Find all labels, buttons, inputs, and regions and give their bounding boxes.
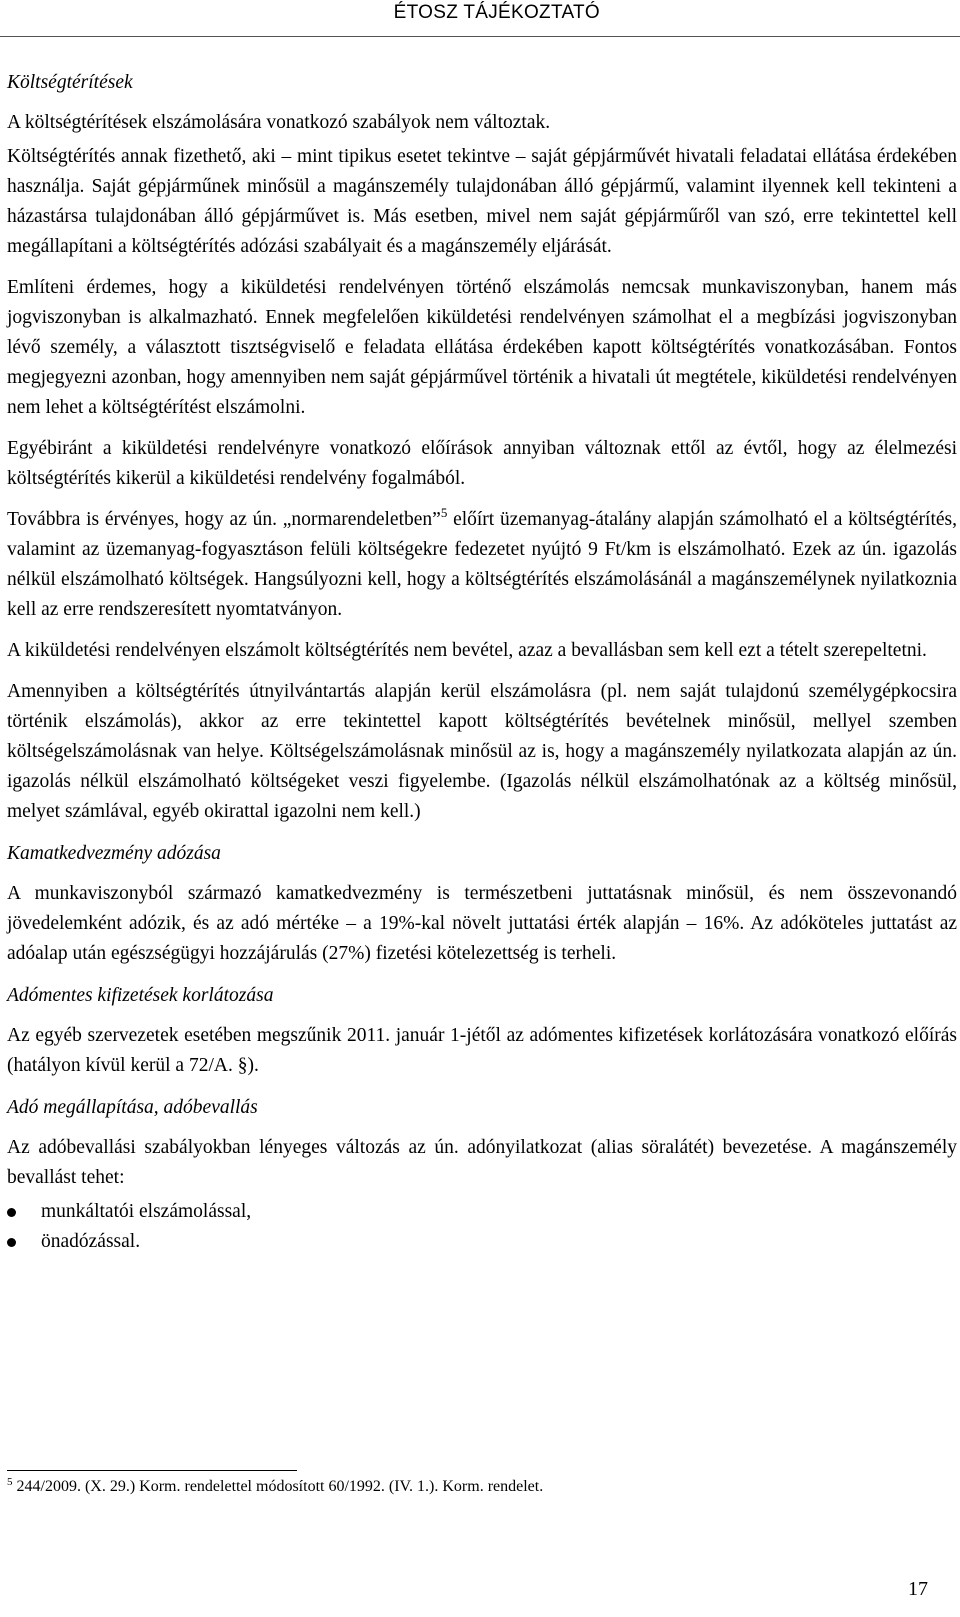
list-item-text: önadózással.: [41, 1231, 141, 1252]
paragraph: Egyébiránt a kiküldetési rendelvényre vonatkozó előírások annyiban változnak ettől az évtől, hogy az élelmezési költségtérítés kikerül a kiküldetési rendelvény fogalmából.: [7, 438, 957, 489]
list-item-text: munkáltatói elszámolással,: [41, 1201, 252, 1222]
paragraph-normarendelet: [7, 505, 957, 625]
page-header: [0, 0, 960, 37]
paragraph: Említeni érdemes, hogy a kiküldetési rendelvényen történő elszámolás nemcsak munkaviszonyban, hanem más jogviszonyban is alkalmazható. Ennek megfelelően kiküldetési rendelvényen számolhat el a megbízási jogviszonyban lévő személy, a választott tisztségviselő e feladata ellátása érdekében kapott költségtérítés vonatkozásában. Fontos megjegyezni azonban, hogy amennyiben nem saját gépjárművel történik a hivatali út megtétele, kiküldetési rendelvényen nem lehet a költségtérítést elszámolni.: [7, 277, 957, 418]
footnote: [7, 1476, 947, 1498]
section-heading-kamat: Kamatkedvezmény adózása: [7, 843, 221, 864]
paragraph: Amennyiben a költségtérítés útnyilvántartás alapján kerül elszámolásra (pl. nem saját tulajdonú személygépkocsira történik elszámolás), akkor az erre tekintettel kapott költségtérítés bevételnek minősül, mellyel szemben költségelszámolásnak van helye. Költségelszámolásnak minősül az is, hogy a magánszemély nyilatkozata alapján az ún. igazolás nélkül elszámolható költségeket veszi figyelembe. (Igazolás nélkül elszámolhatónak az a költség minősül, melyet számlával, egyéb okirattal igazolni nem kell.): [7, 681, 957, 822]
page-number: 17: [908, 1578, 928, 1600]
paragraph: A munkaviszonyból származó kamatkedvezmény is természetbeni juttatásnak minősül, és nem összevonandó jövedelemként adózik, és az adó mértéke – a 19%-kal növelt juttatási érték alapján – 16%. Az adóköteles juttatást az adóalap után egészségügyi hozzájárulás (27%) fizetési kötelezettség is terheli.: [7, 883, 957, 964]
footnote-number: 5: [7, 1476, 13, 1488]
bullet-icon: [7, 1238, 16, 1247]
paragraph-text: előírt üzemanyag-átalány alapján számolható el a költségtérítés, valamint az üzemanyag-fogyasztáson felüli költségekre fedezetet nyújtó 9 Ft/km is elszámolható. Ezek az ún. igazolás nélkül elszámolható költségek. Hangsúlyozni kell, hogy a költségtérítés elszámolásánál a magánszemélynek nyilatkoznia kell az erre rendszeresített nyomtatványon.: [7, 509, 957, 620]
list-item: [7, 1227, 957, 1257]
bullet-list: [7, 1197, 957, 1257]
footnote-reference[interactable]: 5: [440, 505, 448, 520]
section-heading-adomentes: Adómentes kifizetések korlátozása: [7, 985, 274, 1006]
paragraph-text: Továbbra is érvényes, hogy az ún. „normarendeletben”: [7, 509, 441, 530]
paragraph: A kiküldetési rendelvényen elszámolt költségtérítés nem bevétel, azaz a bevallásban sem kell ezt a tételt szerepeltetni.: [7, 640, 927, 661]
section-heading-koltsegterites: Költségtérítések: [7, 72, 133, 93]
footnote-divider: [7, 1470, 297, 1471]
document-body: [7, 58, 957, 1257]
footnote-text: 244/2009. (X. 29.) Korm. rendelettel módosított 60/1992. (IV. 1.). Korm. rendelet.: [12, 1478, 544, 1495]
paragraph: A költségtérítések elszámolására vonatkozó szabályok nem változtak.: [7, 112, 551, 133]
header-title: ÉTOSZ TÁJÉKOZTATÓ: [393, 2, 600, 23]
bullet-icon: [7, 1208, 16, 1217]
list-item: [7, 1197, 957, 1227]
paragraph: Az adóbevallási szabályokban lényeges változás az ún. adónyilatkozat (alias söralátét) bevezetése. A magánszemély bevallást tehet:: [7, 1137, 957, 1188]
section-heading-bevallas: Adó megállapítása, adóbevallás: [7, 1097, 258, 1118]
paragraph: Az egyéb szervezetek esetében megszűnik 2011. január 1-jétől az adómentes kifizetések korlátozására vonatkozó előírás (hatályon kívül kerül a 72/A. §).: [7, 1025, 957, 1076]
paragraph: Költségtérítés annak fizethető, aki – mint tipikus esetet tekintve – saját gépjárművét hivatali feladatai ellátása érdekében használja. Saját gépjárműnek minősül a magánszemély tulajdonában álló gépjármű, valamint ilyennek kell tekinteni a házastársa tulajdonában álló gépjárművet is. Más esetben, mivel nem saját gépjárműről van szó, erre tekintettel kell megállapítani a költségtérítés adózási szabályait és a magánszemély eljárását.: [7, 146, 957, 257]
